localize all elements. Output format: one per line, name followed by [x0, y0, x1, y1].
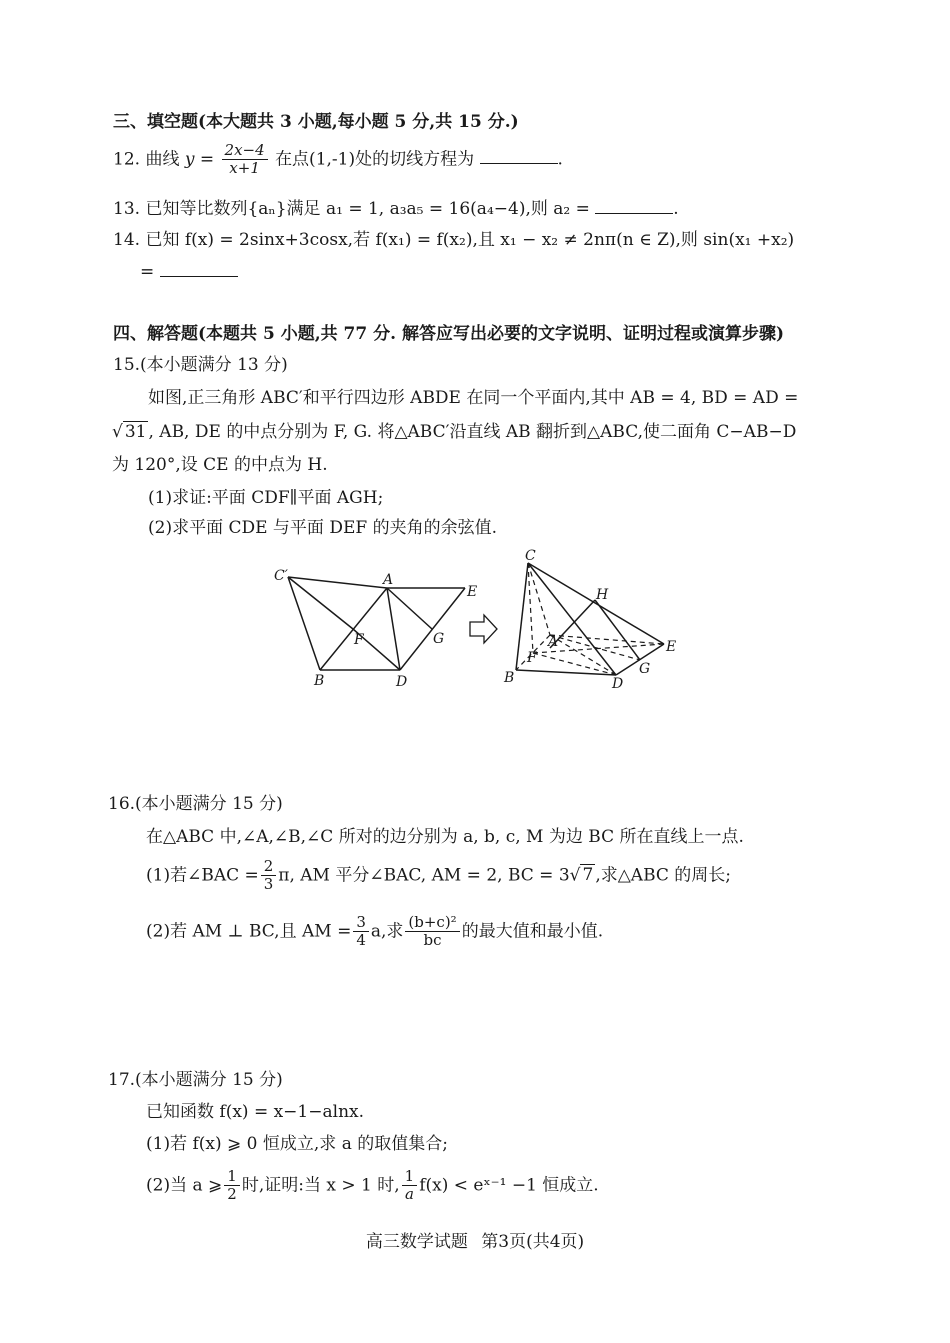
q12-frac-den: x+1: [229, 159, 260, 178]
label-d-left: D: [396, 674, 408, 690]
q15-part1: (1)求证:平面 CDF∥平面 AGH;: [148, 488, 384, 508]
q16-p1-mid: π, AM 平分∠BAC, AM = 2, BC = 3: [278, 865, 570, 886]
q17-part2: [146, 1168, 599, 1204]
edge-h-g: [595, 600, 640, 660]
question-14-cont: [140, 262, 238, 282]
q12-number: 12.: [113, 149, 141, 170]
q13-answer-blank[interactable]: [595, 199, 673, 214]
label-c: C: [525, 548, 536, 564]
edge-c-e: [528, 563, 664, 644]
hidden-a-d: [550, 635, 616, 675]
label-cprime: C′: [274, 568, 288, 584]
q17-p2-fraction1: [224, 1168, 240, 1204]
q12-y-eq: y =: [184, 149, 215, 170]
q16-p2-post: 的最大值和最小值.: [461, 921, 604, 942]
label-f-right: F: [527, 650, 537, 666]
edge-c-d: [528, 563, 616, 675]
label-g-right: G: [639, 661, 651, 677]
q16-p2-frac1-num: 3: [353, 914, 369, 932]
question-13: [113, 199, 679, 219]
q16-p1-fraction: [261, 858, 277, 894]
q16-line1: 在△ABC 中,∠A,∠B,∠C 所对的边分别为 a, b, c, M 为边 BC 所在直线上一点.: [146, 827, 744, 847]
q12-frac-num: 2x−4: [222, 142, 268, 160]
label-f-left: F: [354, 632, 364, 648]
q16-p2-fraction2: [405, 914, 459, 950]
q17-p2-frac1-num: 1: [224, 1168, 240, 1186]
edge-a-d: [387, 588, 400, 670]
q15-figure: [260, 545, 700, 695]
q13-end: .: [673, 199, 679, 219]
section-heading-solve: 四、解答题(本题共 5 小题,共 77 分. 解答应写出必要的文字说明、证明过程或演算步骤): [113, 324, 785, 344]
q15-line1: 如图,正三角形 ABC′和平行四边形 ABDE 在同一个平面内,其中 AB = 4, BD = AD =: [148, 388, 799, 408]
hidden-c-f: [528, 563, 533, 653]
q17-header: 17.(本小题满分 15 分): [108, 1070, 283, 1090]
label-g-left: G: [433, 631, 445, 647]
q16-p2-frac1-den: 4: [356, 931, 366, 950]
label-h: H: [596, 587, 609, 603]
label-b-left: B: [314, 673, 325, 689]
label-b-right: B: [504, 670, 515, 686]
question-12: [113, 142, 563, 178]
q16-p2-frac2-num: (b+c)²: [405, 914, 459, 932]
q15-line3: 为 120°,设 CE 的中点为 H.: [112, 455, 328, 475]
q12-answer-blank[interactable]: [480, 149, 558, 164]
edge-b-d-3d: [516, 670, 616, 675]
q15-sqrt: √ 31: [112, 422, 147, 442]
q17-line1: 已知函数 f(x) = x−1−alnx.: [146, 1102, 365, 1122]
q16-p1-sqrt: √ 7: [569, 865, 594, 886]
q12-text-post: 在点(1,-1)处的切线方程为: [275, 149, 475, 170]
edge-a-g: [387, 588, 432, 629]
q15-sqrt-value: 31: [124, 422, 147, 442]
q12-fraction: [222, 142, 268, 178]
q17-part1: (1)若 f(x) ⩾ 0 恒成立,求 a 的取值集合;: [146, 1134, 448, 1154]
q17-p2-pre: (2)当 a ⩾: [146, 1175, 223, 1196]
question-14: 14. 已知 f(x) = 2sinx+3cosx,若 f(x₁) = f(x₂),且 x₁ − x₂ ≠ 2nπ(n ∈ Z),则 sin(x₁ +x₂): [113, 230, 795, 250]
q16-p1-frac-num: 2: [261, 858, 277, 876]
q13-text: 13. 已知等比数列{aₙ}满足 a₁ = 1, a₃a₅ = 16(a₄−4),则 a₂ =: [113, 199, 590, 219]
q15-line2-text: , AB, DE 的中点分别为 F, G. 将△ABC′沿直线 AB 翻折到△ABC,使二面角 C−AB−D: [148, 422, 797, 442]
fold-arrow-icon: [470, 615, 497, 643]
q17-p2-frac1-den: 2: [227, 1185, 237, 1204]
page-footer: 高三数学试题 第3页(共4页): [365, 1232, 585, 1252]
q16-p2-fraction1: [353, 914, 369, 950]
q17-p2-post: f(x) < eˣ⁻¹ −1 恒成立.: [419, 1175, 599, 1196]
label-e-right: E: [666, 639, 677, 655]
q15-part2: (2)求平面 CDE 与平面 DEF 的夹角的余弦值.: [148, 518, 497, 538]
label-d-right: D: [612, 676, 624, 692]
edge-cprime-f: [288, 577, 353, 629]
edge-cprime-a-e: [288, 577, 465, 588]
edge-cprime-b: [288, 577, 320, 670]
q12-text-pre: 曲线: [145, 149, 180, 170]
q16-p1-pre: (1)若∠BAC =: [146, 865, 259, 886]
q16-p2-frac2-den: bc: [423, 931, 442, 950]
label-a-left: A: [383, 572, 394, 588]
q17-p2-frac2-num: 1: [402, 1168, 418, 1186]
q16-p2-mid: a,求: [370, 921, 404, 942]
q16-p1-frac-den: 3: [263, 875, 274, 894]
q16-part1: [146, 858, 731, 894]
label-a-right: A: [548, 634, 559, 650]
q16-header: 16.(本小题满分 15 分): [108, 794, 283, 814]
q15-header: 15.(本小题满分 13 分): [113, 355, 288, 375]
q17-p2-frac2-den: a: [404, 1185, 414, 1204]
q17-p2-mid: 时,证明:当 x > 1 时,: [241, 1175, 400, 1196]
q14-equals: =: [140, 262, 155, 282]
hidden-a-e: [550, 635, 664, 644]
q15-line2: [112, 422, 796, 442]
section-heading-fill-in: 三、填空题(本大题共 3 小题,每小题 5 分,共 15 分.): [113, 112, 519, 132]
q12-end: .: [557, 149, 563, 170]
q16-p1-post: ,求△ABC 的周长;: [595, 865, 732, 886]
q16-p2-pre: (2)若 AM ⊥ BC,且 AM =: [146, 921, 352, 942]
edge-d-e: [400, 588, 465, 670]
q17-p2-fraction2: [402, 1168, 418, 1204]
q14-answer-blank[interactable]: [160, 262, 238, 277]
planar-figure: [288, 577, 465, 670]
q16-p1-sqrt-value: 7: [582, 865, 594, 886]
solid-figure: [516, 563, 664, 675]
q16-part2: [146, 914, 603, 950]
label-e-left: E: [467, 584, 478, 600]
